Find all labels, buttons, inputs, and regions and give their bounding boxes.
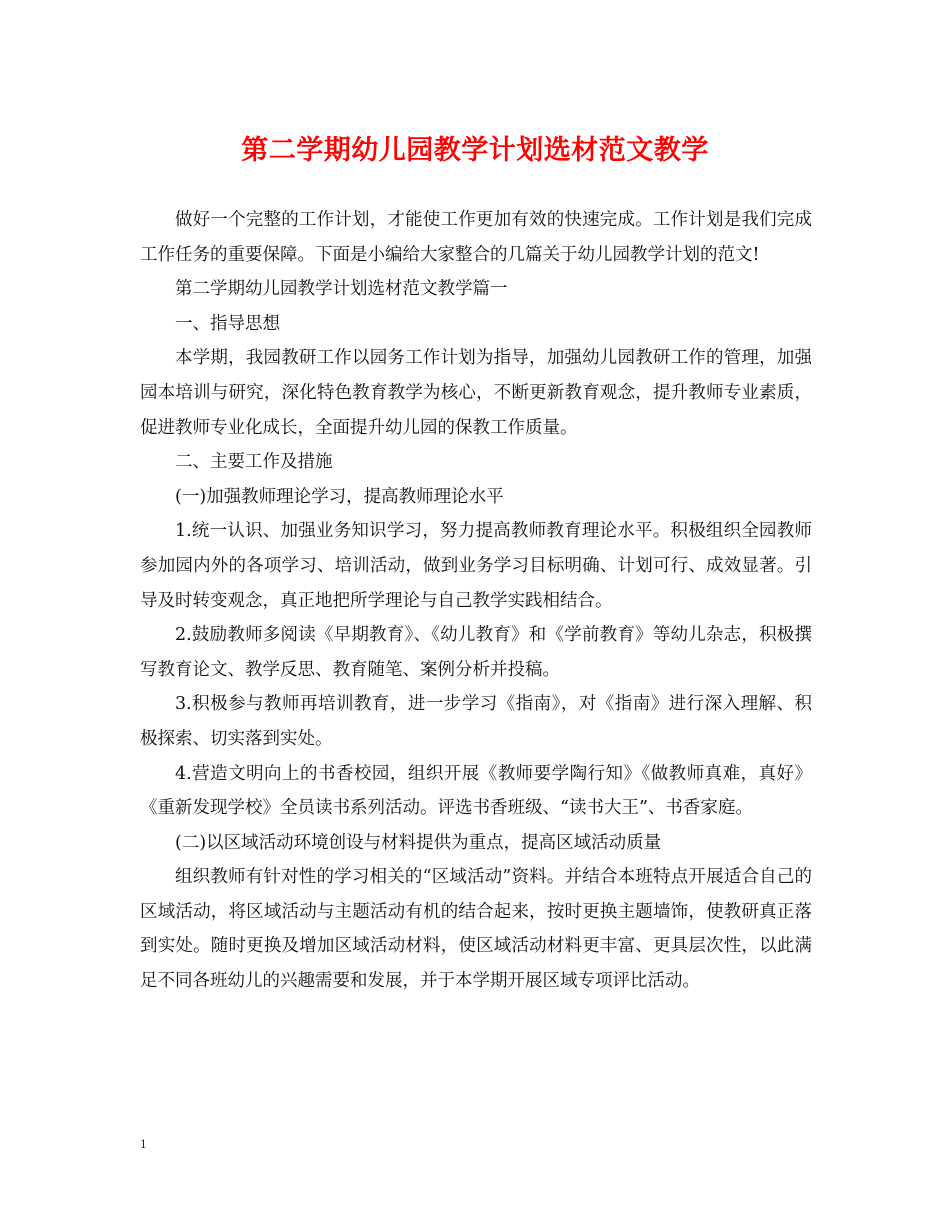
section-title: 第二学期幼儿园教学计划选材范文教学篇一 — [175, 279, 508, 300]
document-body — [140, 203, 812, 999]
heading-main-work: 二、主要工作及措施 — [175, 452, 333, 473]
guiding-thought-paragraph: 本学期，我园教研工作以园务工作计划为指导，加强幼儿园教研工作的管理，加强园本培训与研究，深化特色教育教学为核心，不断更新教育观念，提升教师专业素质，促进教师专业化成长，全面提升幼儿园的保教工作质量。 — [140, 348, 812, 438]
item-2-paragraph: 2.鼓励教师多阅读《早期教育》、《幼儿教育》和《学前教育》等幼儿杂志，积极撰写教育论文、教学反思、教育随笔、案例分析并投稿。 — [140, 625, 812, 680]
page-number: 1 — [140, 1136, 147, 1151]
area-activity-paragraph: 组织教师有针对性的学习相关的“区域活动”资料。并结合本班特点开展适合自己的区域活动，将区域活动与主题活动有机的结合起来，按时更换主题墙饰，使教研真正落到实处。随时更换及增加区域活动材料，使区域活动材料更丰富、更具层次性，以此满足不同各班幼儿的兴趣需要和发展，并于本学期开展区域专项评比活动。 — [140, 867, 812, 992]
heading-guiding-thought: 一、指导思想 — [175, 313, 280, 334]
item-4-paragraph: 4.营造文明向上的书香校园，组织开展《教师要学陶行知》《做教师真难，真好》《重新发现学校》全员读书系列活动。评选书香班级、“读书大王”、书香家庭。 — [140, 763, 812, 819]
subheading-theory-study: (一)加强教师理论学习，提高教师理论水平 — [175, 486, 504, 507]
document-title: 第二学期幼儿园教学计划选材范文教学 — [241, 135, 709, 166]
subheading-area-activity: (二)以区域活动环境创设与材料提供为重点，提高区域活动质量 — [175, 832, 662, 853]
intro-paragraph: 做好一个完整的工作计划，才能使工作更加有效的快速完成。工作计划是我们完成工作任务的重要保障。下面是小编给大家整合的几篇关于幼儿园教学计划的范文! — [140, 210, 812, 265]
item-3-paragraph: 3.积极参与教师再培训教育，进一步学习《指南》，对《指南》进行深入理解、积极探索、切实落到实处。 — [140, 694, 812, 749]
item-1-paragraph: 1.统一认识、加强业务知识学习，努力提高教师教育理论水平。积极组织全园教师参加园内外的各项学习、培训活动，做到业务学习目标明确、计划可行、成效显著。引导及时转变观念，真正地把所学理论与自己教学实践相结合。 — [140, 521, 812, 611]
